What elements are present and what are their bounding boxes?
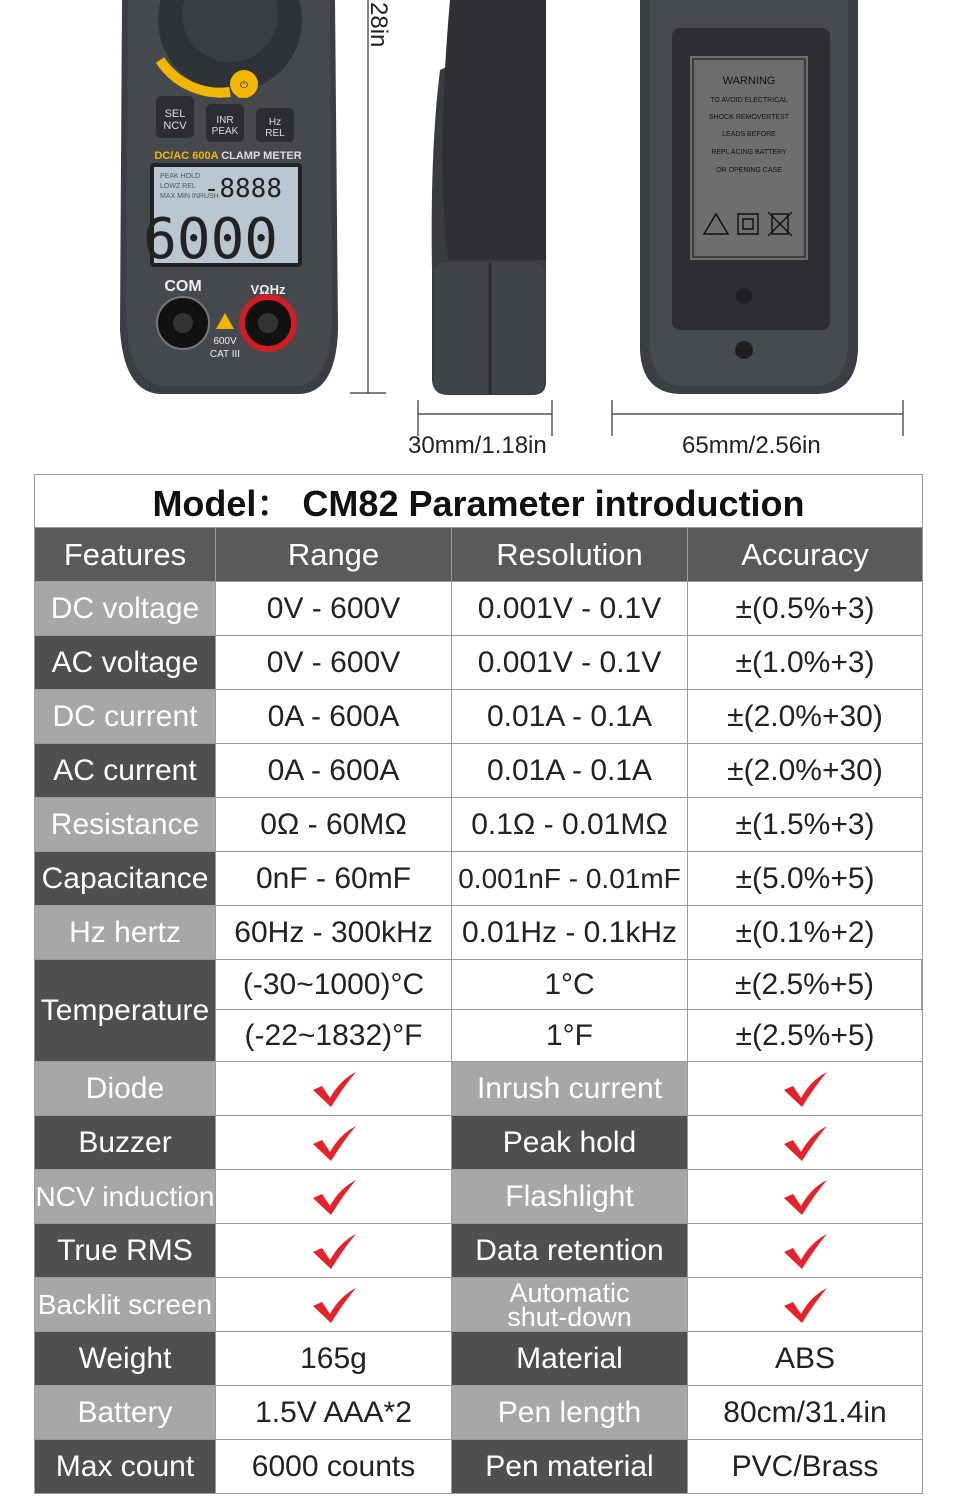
feature-label-line2: shut-down [507, 1301, 632, 1331]
checkmark-icon [310, 1124, 358, 1162]
accuracy-cell: ±(2.0%+30) [688, 690, 922, 743]
svg-text:600V: 600V [213, 336, 237, 347]
checkmark-icon [310, 1232, 358, 1270]
table-row [35, 744, 922, 798]
range-cell: 0nF - 60mF [216, 852, 452, 905]
accuracy-cell: ±(1.0%+3) [688, 636, 922, 689]
check-cell [688, 1116, 922, 1169]
checkmark-icon [781, 1070, 829, 1108]
feature-label: True RMS [35, 1224, 216, 1277]
spec-label: Material [452, 1332, 688, 1385]
spec-value: ABS [688, 1332, 922, 1385]
resolution-cell: 0.001V - 0.1V [452, 636, 688, 689]
accuracy-cell: ±(0.5%+3) [688, 582, 922, 635]
resolution-cell: 0.01A - 0.1A [452, 690, 688, 743]
feature-label: Flashlight [452, 1170, 688, 1223]
spec-value: 1.5V AAA*2 [216, 1386, 452, 1439]
header-features: Features [35, 528, 216, 581]
svg-text:DC/AC 600A CLAMP METER: DC/AC 600A CLAMP METER [154, 150, 302, 162]
svg-text:LOWZ REL: LOWZ REL [160, 183, 196, 190]
range-cell: (-22~1832)°F [216, 1010, 452, 1061]
screw-icon [735, 341, 753, 359]
table-row [35, 690, 922, 744]
resolution-cell: 1°C [452, 960, 688, 1010]
spec-row [35, 1332, 922, 1386]
header-range: Range [216, 528, 452, 581]
back-view [640, 0, 858, 394]
table-row [35, 798, 922, 852]
checkmark-icon [781, 1178, 829, 1216]
svg-text:SEL: SEL [164, 108, 186, 120]
feature-check-row [35, 1170, 922, 1224]
header-resolution: Resolution [452, 528, 688, 581]
thickness-dimension-label: 30mm/1.18in [408, 432, 547, 459]
check-cell [688, 1224, 922, 1277]
checkmark-icon [310, 1178, 358, 1216]
feature-check-row [35, 1116, 922, 1170]
checkmark-icon [781, 1286, 829, 1324]
feature-label: NCV induction [35, 1170, 216, 1223]
resolution-cell: 1°F [452, 1010, 688, 1061]
temperature-row [35, 960, 922, 1062]
resolution-cell: 0.001V - 0.1V [452, 582, 688, 635]
check-cell [216, 1278, 452, 1331]
spec-value: 6000 counts [216, 1440, 452, 1493]
range-cell: 0V - 600V [216, 636, 452, 689]
feature-cell: AC voltage [35, 636, 216, 689]
height-dimension-label: 28in [365, 2, 392, 48]
svg-text:CAT III: CAT III [209, 349, 241, 360]
check-cell [688, 1170, 922, 1223]
spec-label: Pen length [452, 1386, 688, 1439]
width-dimension-label: 65mm/2.56in [682, 432, 821, 459]
range-cell: 0A - 600A [216, 744, 452, 797]
svg-text:COM: COM [164, 278, 202, 295]
resolution-cell: 0.1Ω - 0.01MΩ [452, 798, 688, 851]
feature-label: Backlit screen [35, 1278, 216, 1331]
range-cell: 0A - 600A [216, 690, 452, 743]
table-row [35, 906, 922, 960]
check-cell [216, 1062, 452, 1115]
checkmark-icon [310, 1286, 358, 1324]
spec-label: Weight [35, 1332, 216, 1385]
check-cell [216, 1170, 452, 1223]
check-cell [216, 1224, 452, 1277]
svg-text:REPL ACING BATTERY: REPL ACING BATTERY [711, 149, 787, 156]
meter-views-drawing [0, 0, 960, 470]
table-title: Model： CM82 Parameter introduction [35, 475, 922, 528]
spec-label: Max count [35, 1440, 216, 1493]
checkmark-icon [310, 1070, 358, 1108]
svg-text:WARNING: WARNING [722, 75, 776, 87]
feature-cell: Capacitance [35, 852, 216, 905]
parameter-table [34, 474, 923, 1494]
spec-value: PVC/Brass [688, 1440, 922, 1493]
spec-row [35, 1440, 922, 1493]
spec-value: 165g [216, 1332, 452, 1385]
accuracy-cell: ±(2.5%+5) [688, 960, 922, 1010]
feature-cell: Temperature [35, 960, 216, 1061]
check-cell [688, 1278, 922, 1331]
feature-check-row [35, 1224, 922, 1278]
check-cell [688, 1062, 922, 1115]
accuracy-cell: ±(0.1%+2) [688, 906, 922, 959]
spec-label: Pen material [452, 1440, 688, 1493]
feature-label [452, 1278, 688, 1331]
svg-text:6000: 6000 [143, 207, 278, 272]
spec-row [35, 1386, 922, 1440]
range-cell: (-30~1000)°C [216, 960, 452, 1010]
screw-icon [736, 288, 752, 304]
feature-label: Buzzer [35, 1116, 216, 1169]
table-header-row [35, 528, 922, 582]
accuracy-cell: ±(2.0%+30) [688, 744, 922, 797]
accuracy-cell: ±(2.5%+5) [688, 1010, 922, 1061]
feature-cell: AC current [35, 744, 216, 797]
svg-text:-8888: -8888 [203, 174, 282, 204]
svg-text:INR: INR [216, 115, 234, 126]
svg-text:MAX MIN INRUSH: MAX MIN INRUSH [160, 193, 219, 200]
feature-check-row [35, 1062, 922, 1116]
checkmark-icon [781, 1124, 829, 1162]
svg-text:PEAK HOLD: PEAK HOLD [160, 173, 201, 180]
feature-label-line1: Automatic [509, 1278, 630, 1308]
accuracy-cell: ±(5.0%+5) [688, 852, 922, 905]
svg-text:SHOCK REMOVERTEST: SHOCK REMOVERTEST [709, 114, 789, 121]
resolution-cell: 0.001nF - 0.01mF [452, 852, 688, 905]
svg-text:Hz: Hz [268, 117, 282, 128]
svg-text:PEAK: PEAK [211, 126, 239, 137]
range-cell: 60Hz - 300kHz [216, 906, 452, 959]
feature-cell: DC current [35, 690, 216, 743]
feature-cell: DC voltage [35, 582, 216, 635]
svg-text:TO AVOID ELECTRICAL: TO AVOID ELECTRICAL [710, 97, 788, 104]
front-view [120, 0, 338, 394]
spec-value: 80cm/31.4in [688, 1386, 922, 1439]
table-row [35, 582, 922, 636]
spec-label: Battery [35, 1386, 216, 1439]
svg-text:LEADS BEFORE: LEADS BEFORE [722, 131, 776, 138]
svg-text:NCV: NCV [163, 120, 187, 132]
range-cell: 0V - 600V [216, 582, 452, 635]
check-cell [216, 1116, 452, 1169]
checkmark-icon [781, 1232, 829, 1270]
accuracy-cell: ±(1.5%+3) [688, 798, 922, 851]
feature-label: Peak hold [452, 1116, 688, 1169]
svg-text:⏻: ⏻ [240, 80, 248, 91]
feature-cell: Resistance [35, 798, 216, 851]
svg-text:VΩHz: VΩHz [250, 282, 286, 297]
feature-cell: Hz hertz [35, 906, 216, 959]
side-view [418, 0, 546, 395]
feature-label: Inrush current [452, 1062, 688, 1115]
range-cell: 0Ω - 60MΩ [216, 798, 452, 851]
resolution-cell: 0.01A - 0.1A [452, 744, 688, 797]
table-row [35, 852, 922, 906]
svg-text:OR OPENING CASE: OR OPENING CASE [716, 167, 782, 174]
feature-check-row [35, 1278, 922, 1332]
table-row [35, 636, 922, 690]
feature-label: Diode [35, 1062, 216, 1115]
product-illustrations [0, 0, 960, 470]
header-accuracy: Accuracy [688, 528, 922, 581]
feature-label: Data retention [452, 1224, 688, 1277]
resolution-cell: 0.01Hz - 0.1kHz [452, 906, 688, 959]
svg-text:OFF: OFF [237, 93, 251, 100]
svg-text:REL: REL [265, 128, 285, 139]
